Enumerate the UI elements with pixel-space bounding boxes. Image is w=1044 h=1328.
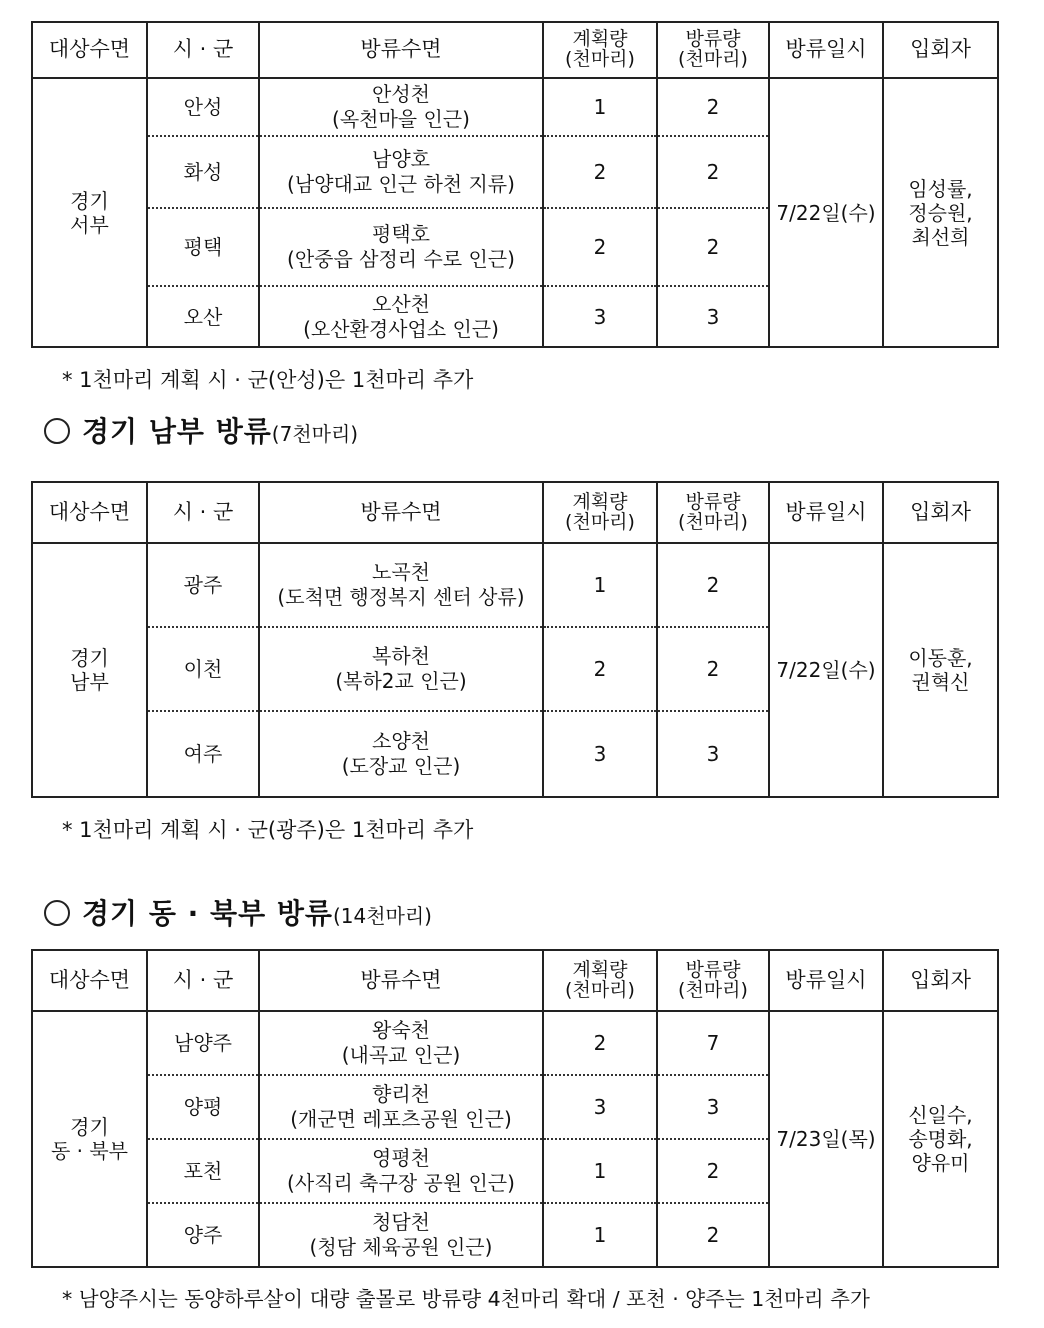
plan-cell: 2 [543, 208, 657, 286]
city-cell: 안성 [147, 78, 259, 136]
release-cell: 3 [657, 1075, 769, 1139]
header-date: 방류일시 [769, 22, 883, 78]
witness-cell: 신일수, 송명화, 양유미 [883, 1011, 998, 1267]
plan-cell: 3 [543, 1075, 657, 1139]
date-cell: 7/22일(수) [769, 78, 883, 347]
water-cell: 복하천 (복하2교 인근) [259, 627, 543, 711]
release-table-west [31, 21, 999, 348]
header-release: 방류량 (천마리) [657, 22, 769, 78]
release-table-south [31, 481, 999, 798]
section-heading: 경기 동 · 북부 방류(14천마리) [44, 892, 432, 932]
plan-cell: 3 [543, 286, 657, 347]
table-header-row [32, 482, 998, 543]
city-cell: 여주 [147, 711, 259, 797]
release-cell: 3 [657, 711, 769, 797]
city-cell: 양평 [147, 1075, 259, 1139]
header-plan: 계획량 (천마리) [543, 950, 657, 1011]
header-plan: 계획량 (천마리) [543, 22, 657, 78]
header-witness: 입회자 [883, 22, 998, 78]
header-water: 방류수면 [259, 482, 543, 543]
table-row [32, 1011, 998, 1075]
footnote: * 1천마리 계획 시 · 군(광주)은 1천마리 추가 [62, 818, 474, 842]
release-cell: 7 [657, 1011, 769, 1075]
release-cell: 3 [657, 286, 769, 347]
city-cell: 남양주 [147, 1011, 259, 1075]
water-cell: 영평천 (사직리 축구장 공원 인근) [259, 1139, 543, 1203]
city-cell: 이천 [147, 627, 259, 711]
city-cell: 오산 [147, 286, 259, 347]
plan-cell: 2 [543, 627, 657, 711]
header-city: 시 · 군 [147, 950, 259, 1011]
city-cell: 평택 [147, 208, 259, 286]
release-cell: 2 [657, 1139, 769, 1203]
section-heading: 경기 남부 방류(7천마리) [44, 410, 358, 450]
plan-cell: 3 [543, 711, 657, 797]
water-cell: 안성천 (옥천마을 인근) [259, 78, 543, 136]
header-water: 방류수면 [259, 950, 543, 1011]
table-header-row [32, 950, 998, 1011]
header-release: 방류량 (천마리) [657, 482, 769, 543]
water-cell: 오산천 (오산환경사업소 인근) [259, 286, 543, 347]
header-target: 대상수면 [32, 22, 147, 78]
release-cell: 2 [657, 136, 769, 208]
header-plan: 계획량 (천마리) [543, 482, 657, 543]
plan-cell: 1 [543, 78, 657, 136]
plan-cell: 1 [543, 543, 657, 627]
release-cell: 2 [657, 543, 769, 627]
header-witness: 입회자 [883, 950, 998, 1011]
footnote: * 1천마리 계획 시 · 군(안성)은 1천마리 추가 [62, 368, 474, 392]
witness-cell: 임성률, 정승원, 최선희 [883, 78, 998, 347]
header-witness: 입회자 [883, 482, 998, 543]
city-cell: 양주 [147, 1203, 259, 1267]
release-cell: 2 [657, 1203, 769, 1267]
date-cell: 7/22일(수) [769, 543, 883, 797]
plan-cell: 2 [543, 1011, 657, 1075]
city-cell: 포천 [147, 1139, 259, 1203]
city-cell: 화성 [147, 136, 259, 208]
region-cell: 경기 동 · 북부 [32, 1011, 147, 1267]
release-table-east-north [31, 949, 999, 1268]
region-cell: 경기 남부 [32, 543, 147, 797]
circle-bullet-icon [44, 900, 70, 926]
water-cell: 왕숙천 (내곡교 인근) [259, 1011, 543, 1075]
water-cell: 노곡천 (도척면 행정복지 센터 상류) [259, 543, 543, 627]
region-cell: 경기 서부 [32, 78, 147, 347]
release-cell: 2 [657, 208, 769, 286]
date-cell: 7/23일(목) [769, 1011, 883, 1267]
table-row [32, 543, 998, 627]
header-date: 방류일시 [769, 950, 883, 1011]
release-cell: 2 [657, 78, 769, 136]
release-cell: 2 [657, 627, 769, 711]
circle-bullet-icon [44, 418, 70, 444]
header-date: 방류일시 [769, 482, 883, 543]
city-cell: 광주 [147, 543, 259, 627]
header-city: 시 · 군 [147, 482, 259, 543]
water-cell: 청담천 (청담 체육공원 인근) [259, 1203, 543, 1267]
header-target: 대상수면 [32, 950, 147, 1011]
table-header-row [32, 22, 998, 78]
header-water: 방류수면 [259, 22, 543, 78]
plan-cell: 2 [543, 136, 657, 208]
plan-cell: 1 [543, 1139, 657, 1203]
plan-cell: 1 [543, 1203, 657, 1267]
water-cell: 향리천 (개군면 레포츠공원 인근) [259, 1075, 543, 1139]
witness-cell: 이동훈, 권혁신 [883, 543, 998, 797]
water-cell: 평택호 (안중읍 삼정리 수로 인근) [259, 208, 543, 286]
footnote: * 남양주시는 동양하루살이 대량 출몰로 방류량 4천마리 확대 / 포천 · 양주는 1천마리 추가 [62, 1287, 870, 1311]
water-cell: 남양호 (남양대교 인근 하천 지류) [259, 136, 543, 208]
header-release: 방류량 (천마리) [657, 950, 769, 1011]
header-target: 대상수면 [32, 482, 147, 543]
table-row [32, 78, 998, 136]
header-city: 시 · 군 [147, 22, 259, 78]
water-cell: 소양천 (도장교 인근) [259, 711, 543, 797]
